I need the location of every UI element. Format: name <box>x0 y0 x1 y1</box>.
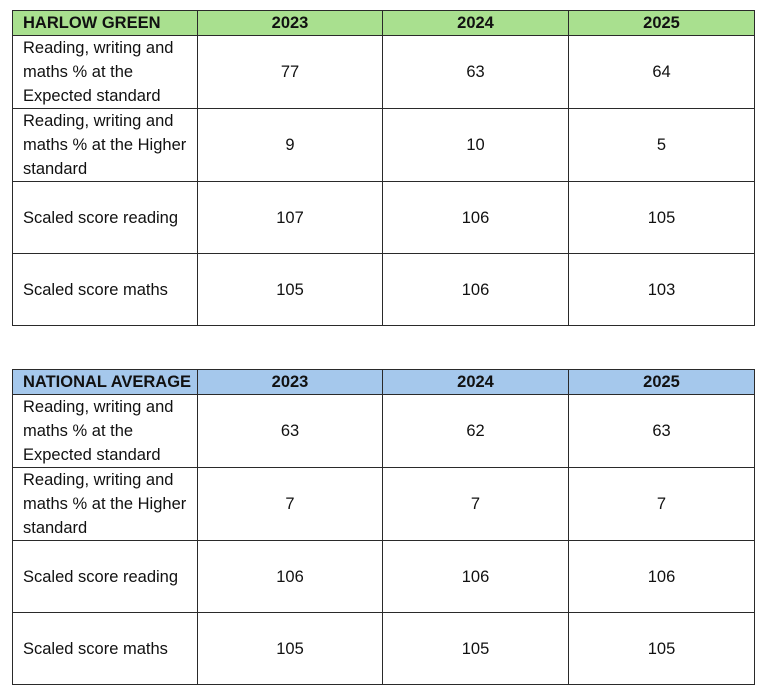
value-cell: 103 <box>569 254 755 326</box>
value-cell: 105 <box>569 182 755 254</box>
national-average-table <box>12 369 755 685</box>
national-average-title: NATIONAL AVERAGE <box>13 370 198 395</box>
value-cell: 106 <box>383 254 569 326</box>
table-row <box>13 254 755 326</box>
value-cell: 105 <box>198 254 383 326</box>
table-row <box>13 36 755 109</box>
year-header: 2025 <box>569 11 755 36</box>
value-cell: 64 <box>569 36 755 109</box>
year-header: 2023 <box>198 370 383 395</box>
row-label: Scaled score maths <box>13 613 198 685</box>
value-cell: 7 <box>569 468 755 541</box>
value-cell: 10 <box>383 109 569 182</box>
value-cell: 105 <box>569 613 755 685</box>
value-cell: 63 <box>569 395 755 468</box>
table-row <box>13 395 755 468</box>
value-cell: 106 <box>198 541 383 613</box>
value-cell: 63 <box>198 395 383 468</box>
value-cell: 106 <box>383 541 569 613</box>
harlow-green-title: HARLOW GREEN <box>13 11 198 36</box>
row-label: Scaled score reading <box>13 541 198 613</box>
row-label: Scaled score maths <box>13 254 198 326</box>
value-cell: 5 <box>569 109 755 182</box>
value-cell: 105 <box>383 613 569 685</box>
value-cell: 62 <box>383 395 569 468</box>
table-row <box>13 468 755 541</box>
value-cell: 7 <box>383 468 569 541</box>
value-cell: 7 <box>198 468 383 541</box>
year-header: 2024 <box>383 370 569 395</box>
value-cell: 77 <box>198 36 383 109</box>
table-row <box>13 541 755 613</box>
year-header: 2024 <box>383 11 569 36</box>
year-header: 2025 <box>569 370 755 395</box>
row-label: Reading, writing and maths % at the Higher standard <box>13 468 198 541</box>
value-cell: 107 <box>198 182 383 254</box>
value-cell: 63 <box>383 36 569 109</box>
table-row <box>13 109 755 182</box>
value-cell: 106 <box>383 182 569 254</box>
value-cell: 105 <box>198 613 383 685</box>
harlow-green-table <box>12 10 755 326</box>
value-cell: 106 <box>569 541 755 613</box>
row-label: Reading, writing and maths % at the Expected standard <box>13 395 198 468</box>
table-row <box>13 182 755 254</box>
national-average-header-row <box>13 370 755 395</box>
value-cell: 9 <box>198 109 383 182</box>
harlow-green-header-row <box>13 11 755 36</box>
row-label: Reading, writing and maths % at the Higher standard <box>13 109 198 182</box>
row-label: Reading, writing and maths % at the Expected standard <box>13 36 198 109</box>
year-header: 2023 <box>198 11 383 36</box>
table-row <box>13 613 755 685</box>
row-label: Scaled score reading <box>13 182 198 254</box>
